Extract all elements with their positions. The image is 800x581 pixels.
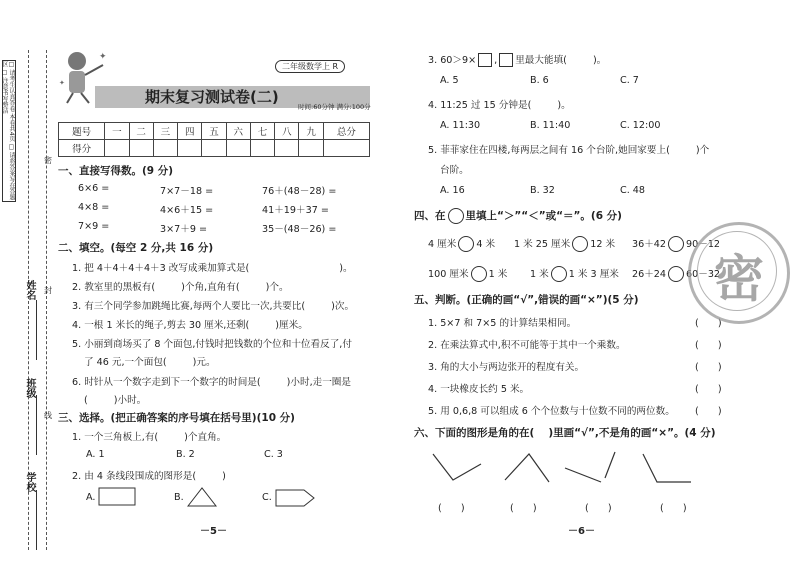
option-b[interactable]: B. 2 — [176, 449, 195, 460]
angle-figures — [425, 448, 715, 492]
score-input[interactable] — [178, 140, 202, 157]
fill-question-4 — [72, 317, 308, 331]
seal-char-1: 密 — [44, 156, 52, 165]
section-3-title: 三、选择。(把正确答案的序号填在括号里)(10 分) — [58, 412, 295, 424]
score-header-row — [59, 123, 370, 140]
choice-question-3 — [428, 52, 606, 67]
option-c[interactable]: C. 48 — [620, 185, 646, 196]
score-input[interactable] — [129, 140, 153, 157]
compare-right: 4 米 — [476, 239, 496, 250]
judge-answer[interactable]: ( ) — [695, 406, 722, 417]
score-input[interactable] — [202, 140, 226, 157]
compare-circle[interactable] — [458, 236, 474, 252]
question-text: )个角,直角有( — [181, 282, 240, 293]
compare-item — [428, 236, 495, 252]
question-text: 2. 教室里的黑板有( — [72, 282, 156, 293]
calc-item: 6×6 = — [78, 183, 110, 194]
option-a[interactable]: A. 16 — [440, 185, 465, 196]
question-text: ) — [222, 471, 226, 482]
fill-question-5-cont — [84, 354, 216, 368]
school-field[interactable] — [36, 490, 38, 550]
svg-text:✦: ✦ — [59, 79, 65, 87]
seal-char-2: 封 — [44, 286, 52, 295]
choice-question-5-cont: 台阶。 — [440, 165, 469, 176]
option-b[interactable]: B. 32 — [530, 185, 555, 196]
score-input[interactable] — [275, 140, 299, 157]
question-text: 3. 60＞9× — [428, 55, 477, 66]
compare-left: 26＋24 — [632, 269, 667, 280]
fill-question-6 — [72, 374, 351, 388]
section-4-title — [414, 208, 622, 224]
section-6-title — [414, 425, 716, 440]
fill-question-3 — [72, 298, 354, 312]
class-label: 班级 — [24, 378, 35, 398]
choice-question-1 — [72, 429, 226, 443]
question-text: )小时,走一圈是 — [286, 377, 351, 388]
name-field[interactable] — [36, 300, 38, 360]
score-cell: 四 — [178, 123, 202, 140]
score-cell: 五 — [202, 123, 226, 140]
question-text: )。 — [339, 263, 353, 274]
question-text: )个直角。 — [184, 432, 227, 443]
score-cell: 二 — [129, 123, 153, 140]
section-title-text: 里填上“＞”“＜”或“＝”。(6 分) — [465, 210, 622, 222]
seal-line-inner — [46, 50, 47, 550]
calc-item: 4×8 = — [78, 202, 110, 213]
question-text: 3. 有三个同学参加跳绳比赛,每两个人要比一次,共要比( — [72, 301, 306, 312]
option-c[interactable]: C. — [262, 492, 272, 503]
question-text: , — [494, 55, 498, 66]
question-text: 1. 一个三角板上,有( — [72, 432, 159, 443]
score-input[interactable] — [105, 140, 129, 157]
option-b[interactable]: B. 6 — [530, 75, 549, 86]
score-cell: 题号 — [59, 123, 105, 140]
option-a[interactable]: A. 1 — [86, 449, 105, 460]
question-text: )个 — [695, 145, 710, 156]
circle-icon — [448, 208, 464, 224]
page-title: 期末复习测试卷(二) — [145, 88, 279, 106]
question-text: 里最大能填( — [515, 55, 567, 66]
option-a[interactable]: A. 5 — [440, 75, 459, 86]
section-title-text: 四、在 — [414, 210, 446, 222]
judge-item: 5. 用 0,6,8 可以组成 6 个个位数与十位数不同的两位数。 — [428, 406, 675, 417]
score-cell: 九 — [299, 123, 323, 140]
option-a[interactable]: A. 11:30 — [440, 120, 481, 131]
angle-answer[interactable]: ( ) — [660, 503, 687, 514]
compare-left: 1 米 — [530, 269, 549, 280]
calc-item: 3×7＋9 = — [160, 224, 208, 235]
question-text: 4. 11:25 过 15 分钟是( — [428, 100, 532, 111]
fill-question-6-cont — [84, 392, 146, 406]
compare-item — [530, 266, 619, 282]
score-input[interactable] — [323, 140, 369, 157]
answer-box[interactable] — [499, 53, 513, 67]
section-5-title: 五、判断。(正确的画“√”,错误的画“×”)(5 分) — [414, 294, 639, 306]
score-input[interactable] — [226, 140, 250, 157]
score-input[interactable] — [153, 140, 177, 157]
school-label: 学校 — [24, 472, 35, 492]
option-a[interactable]: A. — [86, 492, 96, 503]
score-cell: 六 — [226, 123, 250, 140]
question-text: ( — [84, 395, 88, 406]
judge-item: 3. 角的大小与两边张开的程度有关。 — [428, 362, 585, 373]
judge-answer[interactable]: ( ) — [695, 362, 722, 373]
compare-item — [514, 236, 615, 252]
question-text: )。 — [557, 100, 571, 111]
section-2-title: 二、填空。(每空 2 分,共 16 分) — [58, 242, 214, 254]
compare-left: 4 厘米 — [428, 239, 457, 250]
compare-right: 60－32 — [686, 269, 721, 280]
compare-right: 12 米 — [590, 239, 616, 250]
calc-item: 76＋(48－28) = — [262, 186, 337, 197]
page-number-right: －6－ — [568, 526, 595, 537]
question-text: 4. 一根 1 米长的绳子,剪去 30 厘米,还剩( — [72, 320, 250, 331]
option-c[interactable]: C. 7 — [620, 75, 639, 86]
question-text: 了 46 元,一个面包( — [84, 357, 167, 368]
score-value-row — [59, 140, 370, 157]
judge-answer[interactable]: ( ) — [695, 318, 722, 329]
judge-answer[interactable]: ( ) — [695, 384, 722, 395]
score-cell: 三 — [153, 123, 177, 140]
option-c[interactable]: C. 3 — [264, 449, 283, 460]
confidential-stamp — [688, 222, 790, 324]
score-cell: 七 — [250, 123, 274, 140]
question-text: 6. 时针从一个数字走到下一个数字的时间是( — [72, 377, 261, 388]
answer-box[interactable] — [478, 53, 492, 67]
question-text: )个。 — [265, 282, 289, 293]
score-label: 得分 — [59, 140, 105, 157]
pentagon-shape-icon — [274, 488, 316, 508]
exam-info: 时间:60分钟 满分:100分 — [298, 103, 371, 111]
compare-left: 100 厘米 — [428, 269, 469, 280]
compare-left: 1 米 25 厘米 — [514, 239, 571, 250]
fill-question-5 — [72, 336, 352, 350]
fill-question-1 — [72, 260, 353, 274]
question-text: 5. 小丽到商场买了 8 个面包,付钱时把钱数的个位和十位看反了,付 — [72, 339, 352, 350]
angle-figure-2-icon — [505, 454, 549, 482]
question-text: 1. 把 4＋4＋4＋4＋3 改写成乘加算式是( — [72, 263, 250, 274]
calc-item: 4×6＋15 = — [160, 205, 214, 216]
svg-text:✦: ✦ — [99, 52, 107, 62]
triangle-shape-icon — [186, 486, 218, 508]
choice-question-5 — [428, 142, 709, 156]
compare-item — [428, 266, 507, 282]
judge-answer[interactable]: ( ) — [695, 340, 722, 351]
compare-circle[interactable] — [668, 236, 684, 252]
question-text: 5. 菲菲家住在四楼,每两层之间有 16 个台阶,她回家要上( — [428, 145, 670, 156]
question-text: )元。 — [192, 357, 216, 368]
section-title-text: 六、下面的图形是角的在( — [414, 427, 535, 439]
angle-figure-4-icon — [643, 454, 691, 482]
rectangle-shape-icon — [98, 486, 138, 508]
score-table — [58, 122, 370, 157]
score-input[interactable] — [250, 140, 274, 157]
calc-item: 7×7－18 = — [160, 186, 214, 197]
question-text: )厘米。 — [275, 320, 308, 331]
calc-item: 35－(48－26) = — [262, 224, 337, 235]
compare-circle[interactable] — [471, 266, 487, 282]
compare-circle[interactable] — [572, 236, 588, 252]
choice-question-4 — [428, 97, 571, 111]
choice-question-2 — [72, 468, 226, 482]
compare-circle[interactable] — [668, 266, 684, 282]
score-cell: 总分 — [323, 123, 369, 140]
section-title-text: )里画“√”,不是角的画“×”。(4 分) — [548, 427, 716, 439]
judge-item: 4. 一块橡皮长约 5 米。 — [428, 384, 530, 395]
question-text: )小时。 — [113, 395, 147, 406]
angle-figure-1-icon — [433, 454, 481, 480]
judge-item: 1. 5×7 和 7×5 的计算结果相同。 — [428, 318, 577, 329]
score-cell: 八 — [275, 123, 299, 140]
notice-box: □ 请考生认真答卷 本卷共4页 □ 请将答案写在答题区 □ 注意书写整洁 — [1, 61, 15, 201]
compare-left: 36＋42 — [632, 239, 667, 250]
angle-answer[interactable]: ( ) — [438, 503, 465, 514]
stamp-text: 密 — [714, 249, 764, 308]
question-text: )次。 — [331, 301, 355, 312]
score-input[interactable] — [299, 140, 323, 157]
question-text: 2. 由 4 条线段围成的图形是( — [72, 471, 197, 482]
compare-right: 90－12 — [686, 239, 721, 250]
grade-badge: 二年级数学上 R — [275, 60, 345, 73]
compare-right: 1 米 — [488, 269, 508, 280]
judge-item: 2. 在乘法算式中,积不可能等于其中一个乘数。 — [428, 340, 626, 351]
option-c[interactable]: C. 12:00 — [620, 120, 661, 131]
compare-right: 1 米 3 厘米 — [568, 269, 619, 280]
calc-item: 7×9 = — [78, 221, 110, 232]
angle-answer[interactable]: ( ) — [585, 503, 612, 514]
question-text: )。 — [592, 55, 607, 66]
fill-question-2 — [72, 279, 289, 293]
angle-answer[interactable]: ( ) — [510, 503, 537, 514]
name-label: 姓名 — [24, 280, 35, 300]
score-cell: 一 — [105, 123, 129, 140]
class-field[interactable] — [36, 395, 38, 455]
compare-circle[interactable] — [551, 266, 567, 282]
calc-item: 41＋19＋37 = — [262, 205, 329, 216]
option-b[interactable]: B. — [174, 492, 184, 503]
seal-char-3: 线 — [44, 411, 52, 420]
angle-figure-3-icon — [565, 452, 615, 482]
page-number-left: －5－ — [200, 526, 227, 537]
section-1-title: 一、直接写得数。(9 分) — [58, 165, 174, 177]
option-b[interactable]: B. 11:40 — [530, 120, 571, 131]
